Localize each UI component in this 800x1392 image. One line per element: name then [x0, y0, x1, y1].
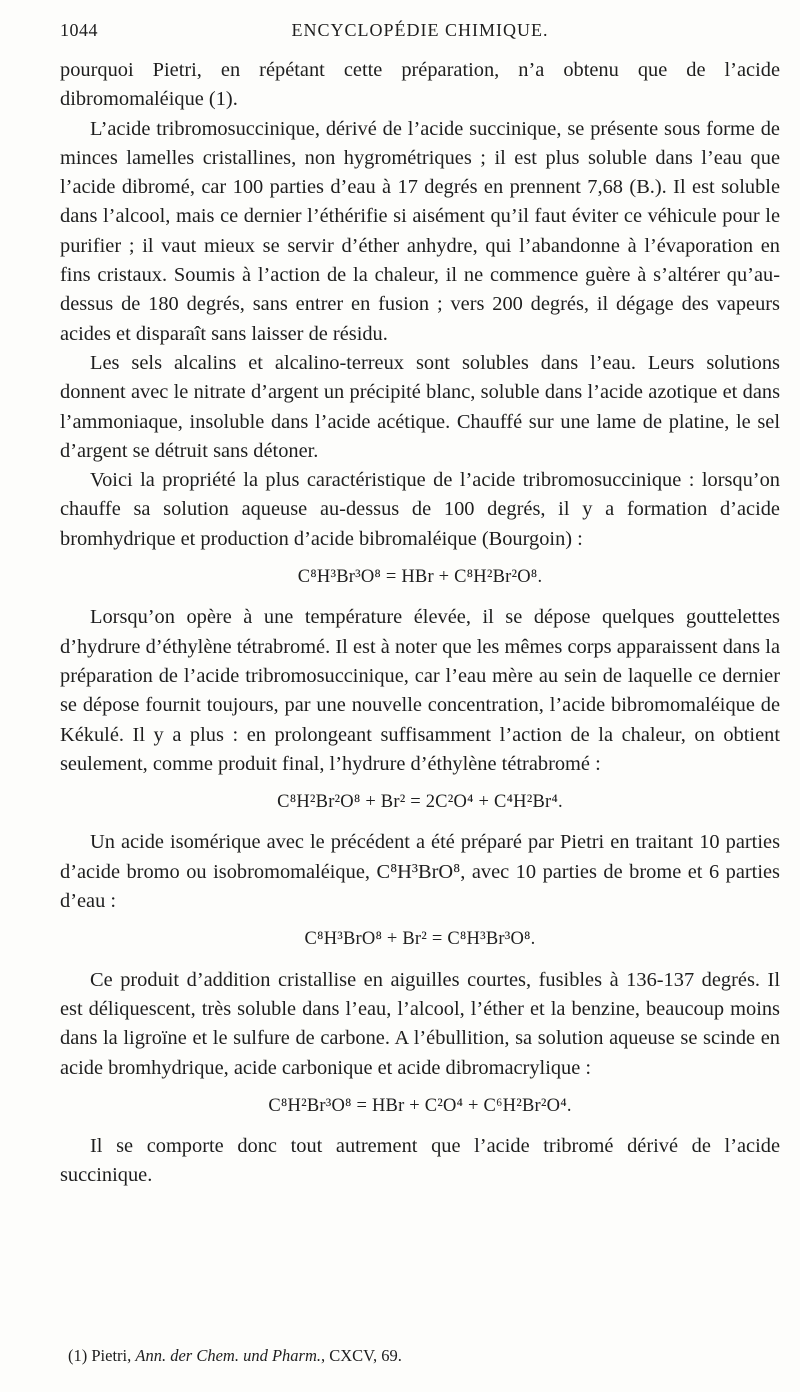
footnote-journal: Ann. der Chem. und Pharm.: [135, 1346, 321, 1365]
footnote-marker: (1): [68, 1346, 88, 1365]
paragraph-7: Ce produit d’addition cristallise en aiguilles courtes, fusibles à 136-137 degrés. Il est déliquescent, très soluble dans l’eau, l’alcool, l’éther et la benzine, beaucoup moins dans la ligroïne et le sulfure de carbone. A l’ébullition, sa solution aqueuse se scinde en acide bromhydrique, acide carbonique et acide dibromacrylique :: [60, 968, 780, 1079]
paragraph-6-start: Un acide isomérique avec le précédent a été préparé par Pietri en traitant 10 parties d’acide bromo ou isobromomaléique,: [60, 831, 780, 883]
paragraph-6: [60, 828, 780, 916]
equation-4: C⁸H²Br³O⁸ = HBr + C²O⁴ + C⁶H²Br²O⁴.: [268, 1095, 572, 1116]
inline-formula: C⁸H³BrO⁸: [376, 860, 461, 883]
footnote: [68, 1346, 768, 1366]
equation-2: C⁸H²Br²O⁸ + Br² = 2C²O⁴ + C⁴H²Br⁴.: [277, 792, 563, 813]
running-title: ENCYCLOPÉDIE CHIMIQUE.: [291, 20, 549, 40]
page-header: [60, 20, 780, 46]
paragraph-1: pourquoi Pietri, en répétant cette préparation, n’a obtenu que de l’acide dibromomaléique (1).: [60, 59, 780, 111]
paragraph-4: Voici la propriété la plus caractéristique de l’acide tribromosuccinique : lorsqu’on chauffe sa solution aqueuse au-dessus de 100 degrés, il y a formation d’acide bromhydrique et production d’acide bibromaléique (Bourgoin) :: [60, 469, 780, 550]
equation-1: C⁸H³Br³O⁸ = HBr + C⁸H²Br²O⁸.: [297, 567, 543, 588]
paragraph-5: Lorsqu’on opère à une température élevée, il se dépose quelques gouttelettes d’hydrure d’éthylène tétrabromé. Il est à noter que les mêmes corps apparaissent dans la préparation de l’acide tribromosuccinique, car l’eau mère au sein de laquelle ce dernier se dépose fournit toujours, par une nouvelle concentration, l’acide bibromomaléique de Kékulé. Il y a plus : en prolongeant suffisamment l’action de la chaleur, on obtient seulement, comme produit final, l’hydrure d’éthylène tétrabromé :: [60, 606, 780, 775]
paragraph-6-end: , avec 10 parties de brome et 6 parties d’eau :: [60, 860, 780, 913]
footnote-author: Pietri,: [91, 1346, 132, 1365]
equation-3: C⁸H³BrO⁸ + Br² = C⁸H³Br³O⁸.: [304, 929, 536, 950]
paragraph-2: L’acide tribromosuccinique, dérivé de l’acide succinique, se présente sous forme de minces lamelles cristallines, non hygrométriques ; il est plus soluble dans l’eau que l’acide dibromé, car 100 parties d’eau à 17 degrés en prennent 7,68 (B.). Il est soluble dans l’alcool, mais ce dernier l’éthérifie si aisément qu’il faut éviter ce véhicule pour le purifier ; il vaut mieux se servir d’éther anhydre, qui l’abandonne à l’évaporation en fins cristaux. Soumis à l’action de la chaleur, il ne commence guère à s’altérer qu’au-dessus de 180 degrés, sans entrer en fusion ; vers 200 degrés, il dégage des vapeurs acides et disparaît sans laisser de résidu.: [60, 117, 780, 345]
paragraph-3: Les sels alcalins et alcalino-terreux sont solubles dans l’eau. Leurs solutions donnent avec le nitrate d’argent un précipité blanc, soluble dans l’acide azotique et dans l’ammoniaque, insoluble dans l’acide acétique. Chauffé sur une lame de platine, le sel d’argent se détruit sans détoner.: [60, 351, 780, 462]
body-text: [60, 56, 780, 1191]
paragraph-8: Il se comporte donc tout autrement que l’acide tribromé dérivé de l’acide succinique.: [60, 1135, 780, 1187]
page-number: 1044: [60, 20, 98, 40]
footnote-ref: , CXCV, 69.: [320, 1346, 402, 1365]
